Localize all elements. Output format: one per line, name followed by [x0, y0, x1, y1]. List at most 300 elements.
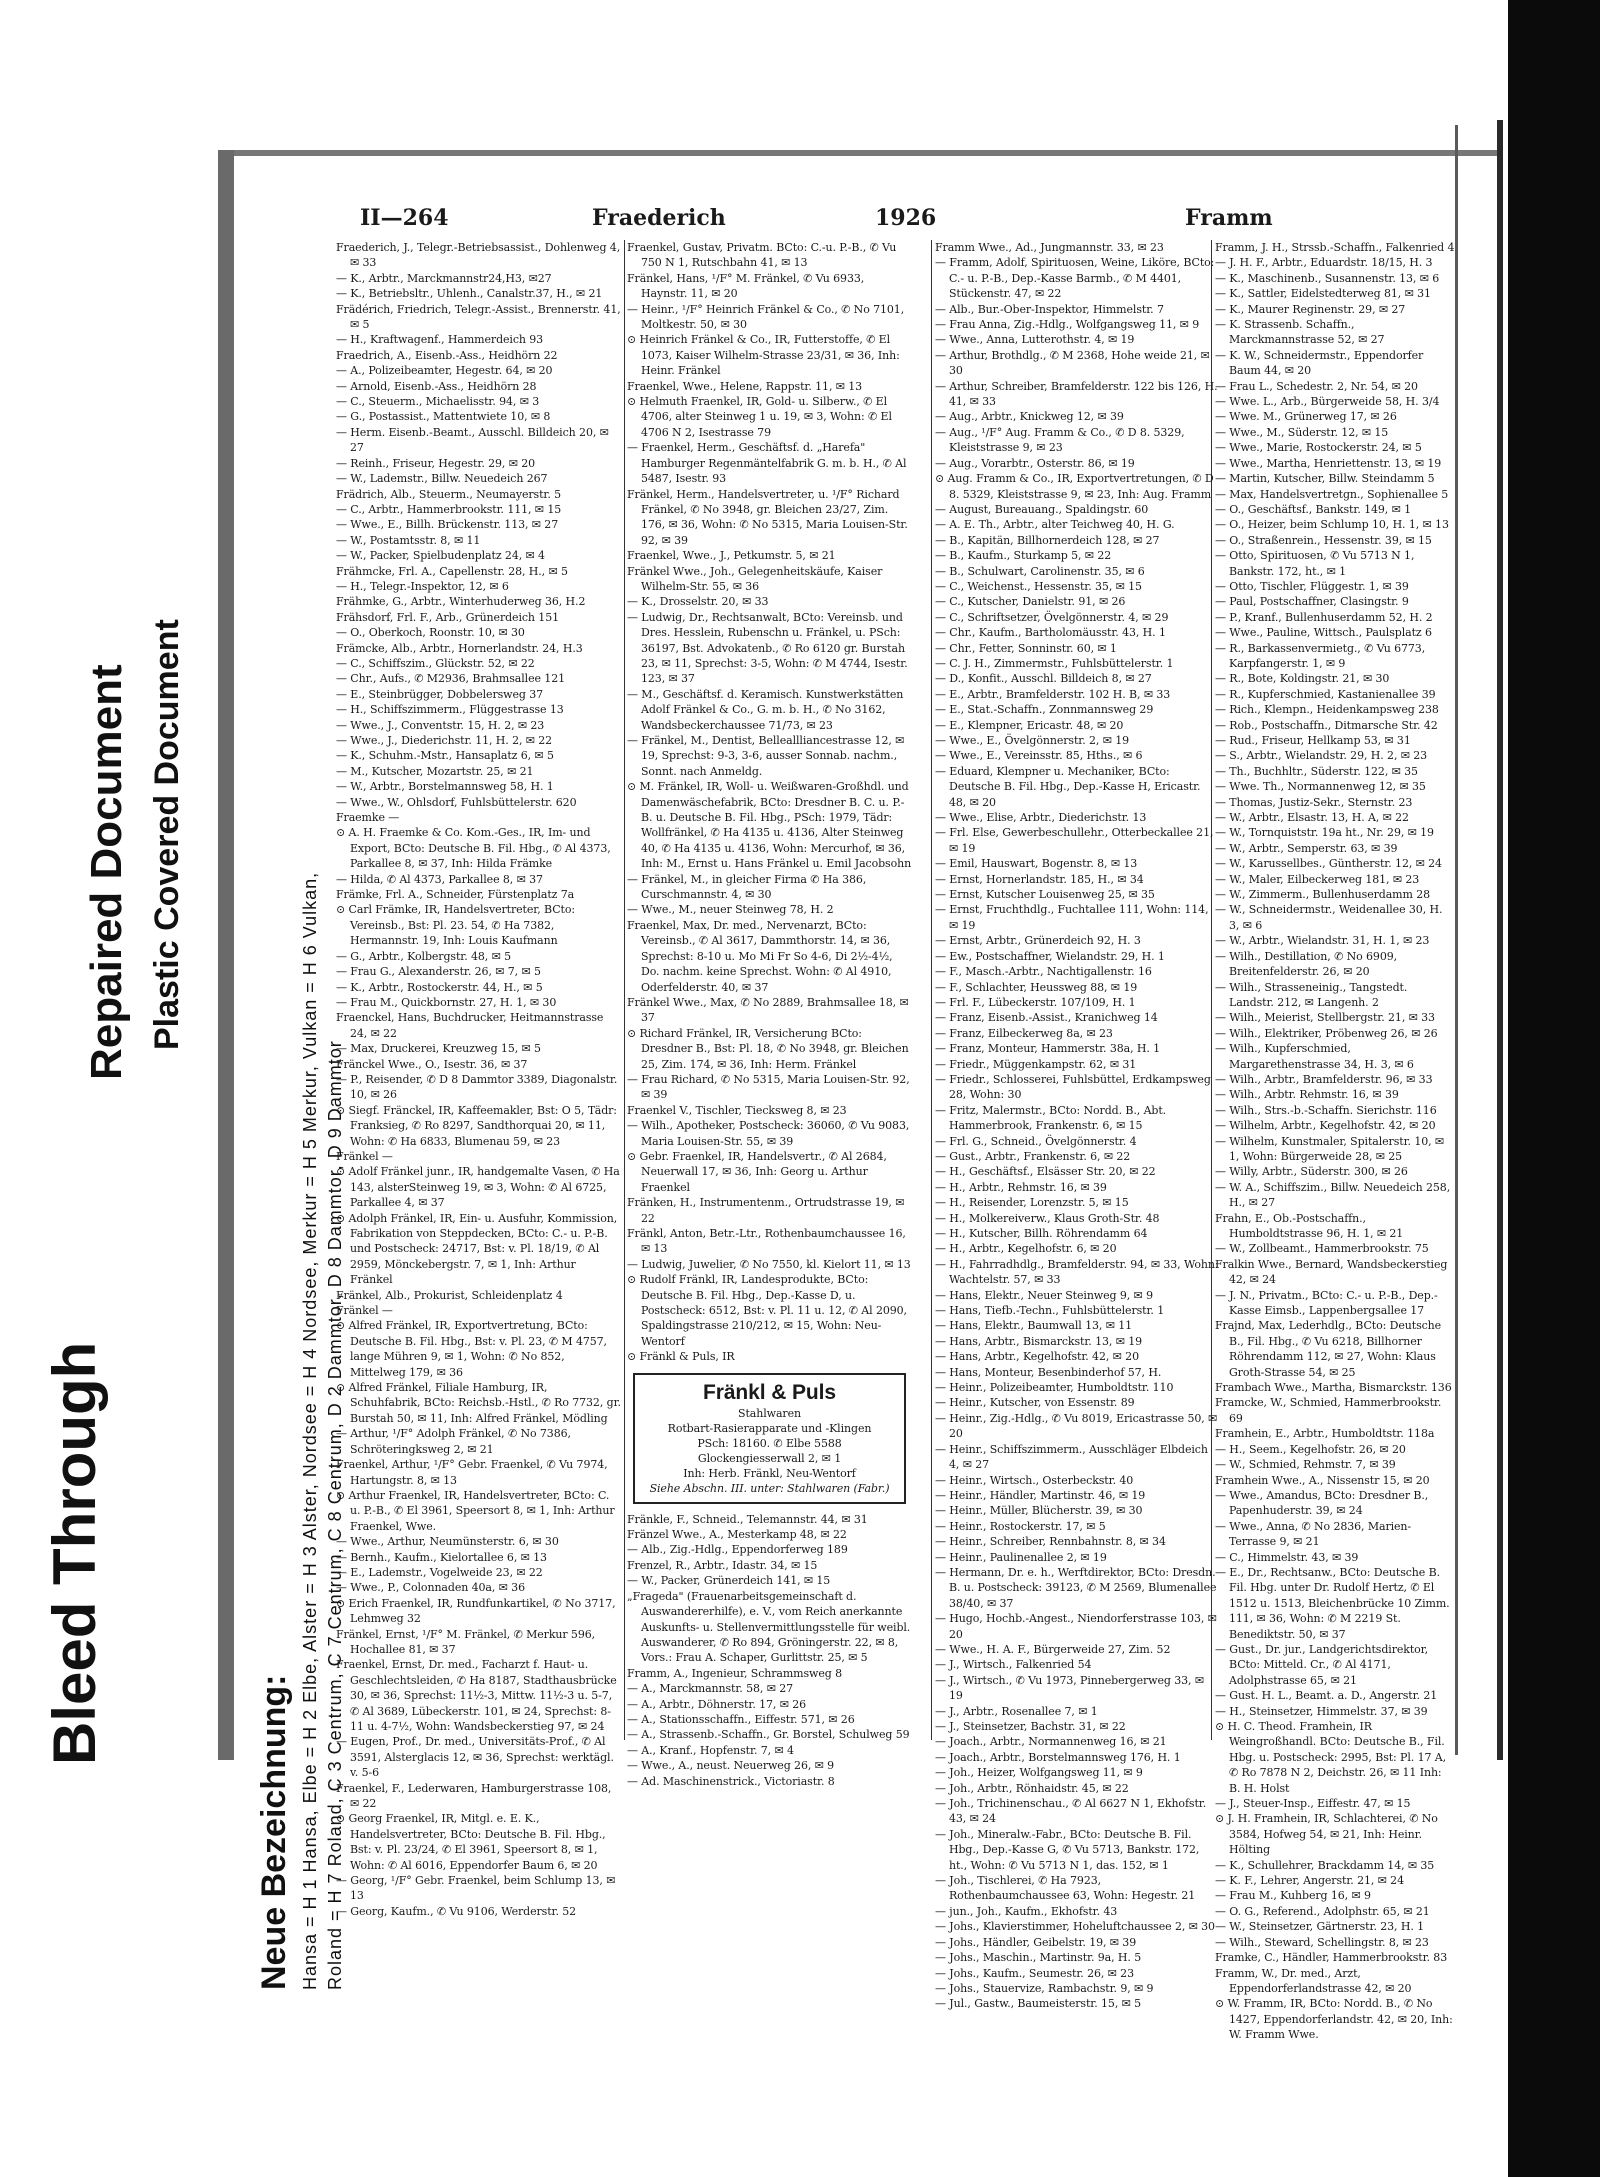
directory-entry: — W., Steinsetzer, Gärtnerstr. 23, H. 1: [1215, 1920, 1425, 1934]
directory-entry: — Otto, Spirituosen, ✆ Vu 5713 N 1, Bankstr. 172, ht., ✉ 1: [1215, 549, 1415, 578]
directory-entry: — Ludwig, Dr., Rechtsanwalt, BCto: Vereinsb. und Dres. Hesslein, Rubenschn u. Fränkel, u. PSch: 36197, Bst. Advokatenb., ✆ Ro 6120 gr. Burstah 23, ✉ 11, Sprechst: 3-5, Wohn: ✆ M 4744, Isestr. 123, ✉ 37: [627, 610, 908, 686]
directory-entry: — Fränkel, M., Dentist, Belleallliancestrasse 12, ✉ 19, Sprechst: 9-3, 3-6, ausser Sonnab. nachm., Sonnt. nach Anmeldg.: [627, 734, 905, 778]
directory-entry: Framhein Wwe., A., Nissenstr 15, ✉ 20: [1215, 1473, 1430, 1487]
directory-entry: — A., Kranf., Hopfenstr. 7, ✉ 4: [627, 1743, 794, 1757]
directory-entry: — H., Steinsetzer, Himmelstr. 37, ✉ 39: [1215, 1704, 1428, 1718]
directory-entry: ⊙ J. H. Framhein, IR, Schlachterei, ✆ No 3584, Hofweg 54, ✉ 21, Inh: Heinr. Hölting: [1215, 1812, 1438, 1857]
directory-entry: — Fränkel, M., in gleicher Firma ✆ Ha 386, Curschmannstr. 4, ✉ 30: [627, 872, 867, 902]
header-first-name: Fraederich: [592, 205, 726, 231]
directory-entry: Fraenkel, Wwe., J., Petkumstr. 5, ✉ 21: [627, 549, 836, 563]
directory-entry: — W., Packer, Grünerdeich 141, ✉ 15: [627, 1574, 831, 1588]
directory-entry: — Herm. Eisenb.-Beamt., Ausschl. Billdeich 20, ✉ 27: [336, 425, 609, 455]
directory-entry: ⊙ Gebr. Fraenkel, IR, Handelsvertr., ✆ Al 2684, Neuerwall 17, ✉ 36, Inh: Georg u. Arthur Fraenkel: [627, 1149, 887, 1194]
directory-entry: — Wwe., J., Conventstr. 15, H. 2, ✉ 23: [336, 718, 545, 732]
directory-entry: — Eduard, Klempner u. Mechaniker, BCto: Deutsche B. Fil. Hbg., Dep.-Kasse H, Ericastr. 48, ✉ 20: [935, 764, 1201, 809]
directory-entry: Frähmke, G., Arbtr., Winterhuderweg 36, H.2: [336, 595, 586, 609]
directory-entry: — Ludwig, Juwelier, ✆ No 7550, kl. Kielort 11, ✉ 13: [627, 1257, 911, 1271]
directory-entry: ⊙ Heinrich Fränkel & Co., IR, Futterstoffe, ✆ El 1073, Kaiser Wilhelm-Strasse 23/31, ✉ 36, Inh: Heinr. Fränkel: [627, 333, 900, 378]
directory-entry: — Heinr., Schiffszimmerm., Ausschläger Elbdeich 4, ✉ 27: [935, 1442, 1208, 1472]
directory-entry: — Hans, Monteur, Besenbinderhof 57, H.: [935, 1365, 1162, 1379]
header-last-name: Framm: [1185, 205, 1273, 231]
directory-entry: — O., Oberkoch, Roonstr. 10, ✉ 30: [336, 626, 525, 640]
directory-column-4: [1215, 240, 1455, 2042]
directory-entry: — E., Stat.-Schaffn., Zonnmannsweg 29: [935, 703, 1154, 717]
column-rule: [624, 240, 625, 1740]
directory-entry: Fraederich, J., Telegr.-Betriebsassist., Dohlenweg 4, ✉ 33: [336, 241, 621, 270]
directory-entry: — Reinh., Friseur, Hegestr. 29, ✉ 20: [336, 456, 536, 470]
directory-entry: — Johs., Kaufm., Seumestr. 26, ✉ 23: [935, 1966, 1134, 1980]
directory-entry: — C., Weichenst., Hessenstr. 35, ✉ 15: [935, 579, 1142, 593]
directory-entry: — Wwe., E., Övelgönnerstr. 2, ✉ 19: [935, 734, 1130, 747]
directory-entry: — R., Bote, Koldingstr. 21, ✉ 30: [1215, 672, 1390, 686]
directory-entry: — Johs., Maschin., Martinstr. 9a, H. 5: [935, 1951, 1142, 1965]
directory-entry: — Ernst, Kutscher Louisenweg 25, ✉ 35: [935, 888, 1155, 902]
directory-entry: Fraenkel, Ernst, Dr. med., Facharzt f. Haut- u. Geschlechtsleiden, ✆ Ha 8187, Stadthausbrücke 30, ✉ 36, Sprechst: 11½-3, Mittw. 11½-3 u. 5-7, ✆ Al 3689, Lübeckerstr. 101, ✉ 24, Sprechst: 8-11 u. 4-7½, Wohn: Wandsbeckerstieg 97, ✉ 24: [336, 1658, 617, 1733]
directory-entry: — jun., Joh., Kaufm., Ekhofstr. 43: [935, 1904, 1118, 1918]
directory-entry: Framm, W., Dr. med., Arzt, Eppendorferlandstrasse 42, ✉ 20: [1215, 1966, 1412, 1995]
directory-entry: — G., Postassist., Mattentwiete 10, ✉ 8: [336, 410, 551, 424]
directory-entry: — P., Kranf., Bullenhuserdamm 52, H. 2: [1215, 610, 1433, 624]
directory-entry: — Johs., Stauervize, Rambachstr. 9, ✉ 9: [935, 1981, 1154, 1995]
directory-entry: — Joh., Mineralw.-Fabr., BCto: Deutsche B. Fil. Hbg., Dep.-Kasse G, ✆ Vu 5713, Bankstr. 172, ht., Wohn: ✆ Vu 5713 N 1, das. 152, ✉ 1: [935, 1827, 1200, 1872]
directory-entry: Framm, J. H., Strssb.-Schaffn., Falkenried 4: [1215, 241, 1455, 254]
directory-entry: — Ew., Postschaffner, Wielandstr. 29, H. 1: [935, 949, 1165, 963]
directory-column-3: [935, 240, 1220, 2011]
directory-entry: — Hilda, ✆ Al 4373, Parkallee 8, ✉ 37: [336, 872, 543, 886]
directory-entry: — Hugo, Hochb.-Angest., Niendorferstrasse 103, ✉ 20: [935, 1612, 1217, 1641]
directory-entry: — Gust., Arbtr., Frankenstr. 6, ✉ 22: [935, 1149, 1131, 1163]
directory-entry: — H., Kraftwagenf., Hammerdeich 93: [336, 333, 544, 347]
directory-entry: Framcke, W., Schmied, Hammerbrookstr. 69: [1215, 1396, 1442, 1425]
directory-entry: — O. G., Referend., Adolphstr. 65, ✉ 21: [1215, 1904, 1430, 1918]
directory-entry: — Frl. F., Lübeckerstr. 107/109, H. 1: [935, 995, 1136, 1009]
advertisement-line: PSch: 18160. ✆ Elbe 5588: [697, 1436, 842, 1450]
directory-entry: — Heinr., Händler, Martinstr. 46, ✉ 19: [935, 1488, 1146, 1502]
directory-entry: Främcke, Alb., Arbtr., Hornerlandstr. 24, H.3: [336, 641, 583, 655]
page-number: II—264: [360, 205, 449, 231]
directory-entry: — K., Betriebsltr., Uhlenh., Canalstr.37, H., ✉ 21: [336, 287, 603, 301]
directory-entry: — Wwe. L., Arb., Bürgerweide 58, H. 3/4: [1215, 395, 1440, 409]
directory-entry: — Th., Buchhltr., Süderstr. 122, ✉ 35: [1215, 764, 1418, 778]
directory-column-2: [627, 240, 912, 1788]
directory-entry: — K. W., Schneidermstr., Eppendorfer Baum 44, ✉ 20: [1215, 348, 1424, 378]
directory-entry: — Paul, Postschaffner, Clasingstr. 9: [1215, 595, 1409, 609]
page-edge-top: [230, 150, 1500, 156]
directory-entry: — H., Arbtr., Kegelhofstr. 6, ✉ 20: [935, 1242, 1117, 1256]
directory-entry: — K., Arbtr., Rostockerstr. 44, H., ✉ 5: [336, 980, 543, 994]
directory-entry: — E., Steinbrügger, Dobbelersweg 37: [336, 687, 544, 701]
stamp-bleed-through: Bleed Through: [41, 1341, 108, 1765]
directory-entry: ⊙ Richard Fränkel, IR, Versicherung BCto: Dresdner B., Bst: Pl. 18, ✆ No 3948, gr. Bleichen 25, Zim. 174, ✉ 36, Inh: Herm. Fränkel: [627, 1026, 909, 1071]
directory-entry: — Ad. Maschinenstrick., Victoriastr. 8: [627, 1774, 835, 1788]
directory-entry: — A., Strassenb.-Schaffn., Gr. Borstel, Schulweg 59: [627, 1728, 910, 1742]
directory-entry: — Georg, ¹/F° Gebr. Fraenkel, beim Schlump 13, ✉ 13: [336, 1874, 616, 1903]
directory-entry: „Frageda" (Frauenarbeitsgemeinschaft d. Auswandererhilfe), e. V., vom Reich anerkannte Auskunfts- u. Stellenvermittlungsstelle für weibl. Auswanderer, ✆ Ro 894, Gröningerstr. 22, ✉ 8, Vors.: Frau A. Schaper, Gurlittstr. 25, ✉ 5: [627, 1589, 911, 1665]
directory-entry: — Emil, Hauswart, Bogenstr. 8, ✉ 13: [935, 857, 1138, 871]
directory-entry: — Chr., Aufs., ✆ M2936, Brahmsallee 121: [336, 672, 566, 686]
directory-entry: — Fraenkel, Herm., Geschäftsf. d. „Harefa" Hamburger Regenmäntelfabrik G. m. b. H., ✆ Al 5487, Isestr. 93: [627, 441, 907, 486]
directory-entry: — Heinr., Rostockerstr. 17, ✉ 5: [935, 1519, 1106, 1533]
advertisement-line: Glockengiesserwall 2, ✉ 1: [697, 1451, 842, 1465]
directory-entry: ⊙ Erich Fraenkel, IR, Rundfunkartikel, ✆ No 3717, Lehmweg 32: [336, 1596, 616, 1626]
directory-entry: Fraemke —: [336, 811, 400, 825]
directory-entry: — Joach., Arbtr., Normannenweg 16, ✉ 21: [935, 1735, 1167, 1749]
header-year: 1926: [875, 205, 937, 231]
directory-entry: Fraedrich, A., Eisenb.-Ass., Heidhörn 22: [336, 348, 558, 362]
directory-entry: — F., Schlachter, Heussweg 88, ✉ 19: [935, 980, 1138, 994]
directory-entry: — Rich., Klempn., Heidenkampsweg 238: [1215, 703, 1439, 717]
directory-entry: — O., Heizer, beim Schlump 10, H. 1, ✉ 13: [1215, 518, 1449, 532]
directory-entry: Frähsdorf, Frl. F., Arb., Grünerdeich 151: [336, 610, 560, 624]
advertisement-title: Fränkl & Puls: [703, 1380, 836, 1404]
directory-entry: Fränzel Wwe., A., Mesterkamp 48, ✉ 22: [627, 1528, 847, 1542]
directory-entry: ⊙ A. H. Fraemke & Co. Kom.-Ges., IR, Im- und Export, BCto: Deutsche B. Fil. Hbg., ✆ Al 4373, Parkallee 8, ✉ 37, Inh: Hilda Främke: [336, 826, 611, 871]
column-rule: [931, 240, 932, 1740]
directory-entry: — H., Reisender, Lorenzstr. 5, ✉ 15: [935, 1196, 1129, 1210]
directory-entry: ⊙ Alfred Fränkel, IR, Exportvertretung, BCto: Deutsche B. Fil. Hbg., Bst: v. Pl. 23, ✆ M 4757, lange Mühren 9, ✉ 1, Wohn: ✆ No 852, Mittelweg 179, ✉ 36: [336, 1319, 607, 1379]
directory-column-1: [336, 240, 621, 1918]
directory-entry: — Max, Handelsvertretgn., Sophienallee 5: [1215, 487, 1449, 501]
directory-entry: — C., Steuerm., Michaelisstr. 94, ✉ 3: [336, 395, 540, 409]
directory-entry: — W., Arbtr., Elsastr. 13, H. A, ✉ 22: [1215, 811, 1409, 825]
directory-entry: Fränkle, F., Schneid., Telemannstr. 44, ✉ 31: [627, 1512, 868, 1526]
directory-entry: Fränkel —: [336, 1304, 393, 1318]
directory-entry: Fränkel, Herm., Handelsvertreter, u. ¹/F° Richard Fränkel, ✆ No 3948, gr. Bleichen 23/27, Zim. 176, ✉ 36, Wohn: ✆ No 5315, Maria Louisen-Str. 92, ✉ 39: [627, 487, 908, 547]
directory-entry: — Wwe., J., Diederichstr. 11, H. 2, ✉ 22: [336, 734, 553, 747]
advertisement-box: [633, 1373, 906, 1504]
directory-entry: — K. F., Lehrer, Angerstr. 21, ✉ 24: [1215, 1874, 1404, 1888]
directory-entry: — Frau L., Schedestr. 2, Nr. 54, ✉ 20: [1215, 379, 1418, 393]
directory-entry: — H., Schiffszimmerm., Flüggestrasse 13: [336, 703, 564, 717]
directory-entry: Fränkel, Alb., Prokurist, Schleidenplatz 4: [336, 1288, 563, 1302]
directory-entry: ⊙ Helmuth Fraenkel, IR, Gold- u. Silberw., ✆ El 4706, alter Steinweg 1 u. 19, ✉ 3, Wohn: ✆ El 4706 N 2, Isestrasse 79: [627, 395, 892, 439]
directory-entry: — Wilh., Destillation, ✆ No 6909, Breitenfelderstr. 26, ✉ 20: [1215, 949, 1398, 979]
directory-entry: — Joh., Trichinenschau., ✆ Al 6627 N 1, Ekhofstr. 43, ✉ 24: [935, 1797, 1207, 1826]
directory-entry: — Johs., Klavierstimmer, Hoheluftchaussee 2, ✉ 30: [935, 1920, 1215, 1934]
stamp-legend-line-2: Roland = H 7 Roland, C 3 Centrum, C 7 Centrum, C 8 Centrum, D 2 Dammtor, D 8 Dammtor, D 9 Dammtor: [325, 1040, 345, 1990]
directory-entry: — F., Masch.-Arbtr., Nachtigallenstr. 16: [935, 965, 1152, 979]
directory-entry: — W., Arbtr., Wielandstr. 31, H. 1, ✉ 23: [1215, 934, 1430, 948]
directory-entry: — W. A., Schiffszim., Billw. Neuedeich 258, H., ✉ 27: [1215, 1180, 1451, 1210]
directory-entry: — Jul., Gastw., Baumeisterstr. 15, ✉ 5: [935, 1997, 1142, 2011]
directory-entry: Frajnd, Max, Lederhdlg., BCto: Deutsche B., Fil. Hbg., ✆ Vu 6218, Billhorner Röhrendamm 112, ✉ 27, Wohn: Klaus Groth-Strasse 54, ✉ 25: [1215, 1319, 1442, 1379]
directory-entry: — Thomas, Justiz-Sekr., Sternstr. 23: [1215, 795, 1413, 809]
directory-entry: — Hans, Elektr., Baumwall 13, ✉ 11: [935, 1319, 1133, 1333]
directory-entry: — Wwe., W., Ohlsdorf, Fuhlsbüttelerstr. 620: [336, 795, 577, 809]
directory-entry: Fraenkel, Arthur, ¹/F° Gebr. Fraenkel, ✆ Vu 7974, Hartungstr. 8, ✉ 13: [336, 1458, 608, 1487]
directory-entry: — H., Geschäftsf., Elsässer Str. 20, ✉ 22: [935, 1165, 1156, 1179]
directory-entry: Fraenkel, Max, Dr. med., Nervenarzt, BCto: Vereinsb., ✆ Al 3617, Dammthorstr. 14, ✉ 36, Sprechst: 8-10 u. Mo Mi Fr So 4-6, Di 2½-4½, Do. nachm. keine Sprechst. Wohn: ✆ Al 4910, Oderfelderstr. 40, ✉ 37: [627, 918, 893, 994]
stamp-plastic-covered: Plastic Covered Document: [148, 619, 186, 1050]
directory-entry: — Wwe. Th., Normannenweg 12, ✉ 35: [1215, 780, 1426, 794]
directory-entry: — Eugen, Prof., Dr. med., Universitäts-Prof., ✆ Al 3591, Alsterglacis 12, ✉ 36, Sprechst: werktägl. v. 5-6: [336, 1735, 614, 1780]
stamp-legend-line-1: Hansa = H 1 Hansa, Elbe = H 2 Elbe, Alster = H 3 Alster, Nordsee = H 4 Nordsee, Merkur = H 5 Merkur, Vulkan = H 6 Vulkan,: [300, 871, 320, 1990]
directory-entry: — A., Stationsschaffn., Eiffestr. 571, ✉ 26: [627, 1712, 855, 1726]
directory-entry: — Joach., Arbtr., Borstelmannsweg 176, H. 1: [935, 1750, 1181, 1764]
directory-entry: — Arnold, Eisenb.-Ass., Heidhörn 28: [336, 379, 537, 393]
directory-entry: — K., Sattler, Eidelstedterweg 81, ✉ 31: [1215, 287, 1431, 301]
directory-entry: Fraenckel, Hans, Buchdrucker, Heitmannstrasse 24, ✉ 22: [336, 1011, 604, 1040]
directory-entry: — Wwe., E., Billh. Brückenstr. 113, ✉ 27: [336, 518, 559, 532]
directory-entry: ⊙ Aug. Framm & Co., IR, Exportvertretungen, ✆ D 8. 5329, Kleiststrasse 9, ✉ 23, Inh: Aug. Framm: [935, 472, 1214, 501]
directory-entry: — E., Lademstr., Vogelweide 23, ✉ 22: [336, 1565, 543, 1579]
directory-entry: — W., Zimmerm., Bullenhuserdamm 28: [1215, 888, 1431, 902]
directory-entry: ⊙ Alfred Fränkel, Filiale Hamburg, IR, Schuhfabrik, BCto: Reichsb.-Hstl., ✆ Ro 7732, gr. Burstah 50, ✉ 11, Inh: Alfred Fränkel, Mödling: [336, 1381, 621, 1425]
directory-entry: — E., Dr., Rechtsanw., BCto: Deutsche B. Fil. Hbg. unter Dr. Rudolf Hertz, ✆ El 1512 u. 1513, Bleichenbrücke 10 Zimm. 111, ✉ 36, Wohn: ✆ M 2219 St. Benediktstr. 50, ✉ 37: [1215, 1565, 1450, 1641]
directory-entry: — W., Karussellbes., Güntherstr. 12, ✉ 24: [1215, 857, 1442, 871]
directory-entry: — H., Arbtr., Rehmstr. 16, ✉ 39: [935, 1180, 1107, 1194]
directory-entry: — Wilh., Meierist, Stellbergstr. 21, ✉ 33: [1215, 1011, 1435, 1025]
directory-entry: — M., Kutscher, Mozartstr. 25, ✉ 21: [336, 764, 534, 778]
directory-entry: — Joh., Arbtr., Rönhaidstr. 45, ✉ 22: [935, 1781, 1129, 1795]
directory-entry: — O., Straßenrein., Hessenstr. 39, ✉ 15: [1215, 533, 1432, 547]
directory-entry: Fränckel Wwe., O., Isestr. 36, ✉ 37: [336, 1057, 528, 1071]
directory-entry: — Hans, Elektr., Neuer Steinweg 9, ✉ 9: [935, 1288, 1153, 1302]
directory-entry: — Framm, Adolf, Spirituosen, Weine, Liköre, BCto: C.- u. P.-B., Dep.-Kasse Barmb., ✆ M 4401, Stückenstr. 47, ✉ 22: [935, 256, 1215, 301]
directory-entry: — Arthur, Schreiber, Bramfelderstr. 122 bis 126, H. 41, ✉ 33: [935, 379, 1218, 409]
directory-entry: — K., Drosselstr. 20, ✉ 33: [627, 595, 769, 609]
directory-entry: — Fritz, Malermstr., BCto: Nordd. B., Abt. Hammerbrook, Frankenstr. 6, ✉ 15: [935, 1103, 1167, 1133]
directory-entry: — Heinr., Kutscher, von Essenstr. 89: [935, 1396, 1135, 1410]
directory-entry: — H., Molkereiverw., Klaus Groth-Str. 48: [935, 1211, 1160, 1225]
directory-entry: — Aug., Arbtr., Knickweg 12, ✉ 39: [935, 410, 1124, 424]
directory-entry: Fralkin Wwe., Bernard, Wandsbeckerstieg 42, ✉ 24: [1215, 1257, 1448, 1287]
directory-entry: — Wwe., Elise, Arbtr., Diederichstr. 13: [935, 811, 1147, 825]
directory-entry: — Rud., Friseur, Hellkamp 53, ✉ 31: [1215, 734, 1411, 747]
directory-entry: — O., Geschäftsf., Bankstr. 149, ✉ 1: [1215, 502, 1412, 516]
directory-entry: — Hans, Arbtr., Kegelhofstr. 42, ✉ 20: [935, 1350, 1139, 1364]
directory-entry: — M., Geschäftsf. d. Keramisch. Kunstwerkstätten Adolf Fränkel & Co., G. m. b. H., ✆ No 3162, Wandsbeckerchaussee 71/73, ✉ 23: [627, 687, 904, 732]
directory-entry: — Martin, Kutscher, Billw. Steindamm 5: [1215, 472, 1435, 486]
directory-entry: — Heinr., Polizeibeamter, Humboldtstr. 110: [935, 1381, 1174, 1395]
page-edge-right: [1497, 120, 1503, 1760]
directory-entry: — Wilh., Strasseneinig., Tangstedt. Landstr. 212, ✉ Langenh. 2: [1215, 980, 1408, 1009]
scan-top-margin: [0, 0, 1600, 120]
directory-entry: — B., Kapitän, Billhornerdeich 128, ✉ 27: [935, 533, 1160, 547]
directory-entry: ⊙ Siegf. Fränckel, IR, Kaffeemakler, Bst: O 5, Tädr: Franksieg, ✆ Ro 8297, Sandthorquai 20, ✉ 11, Wohn: ✆ Ha 6833, Blumenau 59, ✉ 23: [336, 1103, 617, 1148]
directory-entry: — Wwe., Martha, Henriettenstr. 13, ✉ 19: [1215, 456, 1442, 470]
directory-entry: — Heinr., Zig.-Hdlg., ✆ Vu 8019, Ericastrasse 50, ✉ 20: [935, 1411, 1218, 1441]
directory-entry: — A., Marckmannstr. 58, ✉ 27: [627, 1682, 794, 1696]
directory-entry: Frenzel, R., Arbtr., Idastr. 34, ✉ 15: [627, 1558, 818, 1572]
directory-entry: — C., Kutscher, Danielstr. 91, ✉ 26: [935, 595, 1126, 609]
directory-entry: — K., Schuhm.-Mstr., Hansaplatz 6, ✉ 5: [336, 749, 554, 763]
directory-entry: — Frau M., Kuhberg 16, ✉ 9: [1215, 1889, 1371, 1903]
directory-entry: ⊙ Adolph Fränkel, IR, Ein- u. Ausfuhr, Kommission, Fabrikation von Steppdecken, BCto: C.- u. P.-B. und Postscheck: 24717, Bst: v. Pl. 18/19, ✆ Al 2959, Mönckebergstr. 7, ✉ 1, Inh: Arthur Fränkel: [336, 1211, 618, 1287]
directory-entry: — W., Arbtr., Semperstr. 63, ✉ 39: [1215, 841, 1398, 855]
directory-entry: — W., Tornquiststr. 19a ht., Nr. 29, ✉ 19: [1215, 826, 1434, 840]
directory-entry: — Heinr., Müller, Blücherstr. 39, ✉ 30: [935, 1504, 1143, 1518]
directory-entry: — Wilh., Kupferschmied, Margarethenstrasse 34, H. 3, ✉ 6: [1215, 1042, 1414, 1071]
directory-entry: Frähmcke, Frl. A., Capellenstr. 28, H., ✉ 5: [336, 564, 568, 578]
directory-entry: — Heinr., Paulinenallee 2, ✉ 19: [935, 1550, 1107, 1564]
directory-entry: — Hermann, Dr. e. h., Werftdirektor, BCto: Dresdn. B. u. Postscheck: 39123, ✆ M 2569, Blumenallee 38/40, ✉ 37: [935, 1565, 1217, 1610]
directory-entry: — Friedr., Müggenkampstr. 62, ✉ 31: [935, 1057, 1137, 1071]
directory-entry: Fränkel, Ernst, ¹/F° M. Fränkel, ✆ Merkur 596, Hochallee 81, ✉ 37: [336, 1627, 596, 1656]
directory-entry: — Gust., Dr. jur., Landgerichtsdirektor, BCto: Mitteld. Cr., ✆ Al 4171, Adolphstrasse 65, ✉ 21: [1215, 1642, 1429, 1687]
advertisement-line: Rotbart-Rasierapparate und -Klingen: [667, 1421, 872, 1435]
directory-entry: — J. N., Privatm., BCto: C.- u. P.-B., Dep.-Kasse Eimsb., Lappenbergsallee 17: [1215, 1288, 1438, 1318]
directory-entry: — Joh., Tischlerei, ✆ Ha 7923, Rothenbaumchaussee 63, Wohn: Hegestr. 21: [935, 1874, 1196, 1903]
directory-entry: — Wilhelm, Arbtr., Kegelhofstr. 42, ✉ 20: [1215, 1119, 1436, 1133]
directory-entry: — H., Telegr.-Inspektor, 12, ✉ 6: [336, 579, 509, 593]
directory-entry: — Wilh., Elektriker, Pröbenweg 26, ✉ 26: [1215, 1026, 1438, 1040]
directory-entry: — Arthur, ¹/F° Adolph Fränkel, ✆ No 7386, Schröteringksweg 2, ✉ 21: [336, 1427, 571, 1456]
directory-entry: — G., Arbtr., Kolbergstr. 48, ✉ 5: [336, 949, 512, 963]
directory-entry: — C. J. H., Zimmermstr., Fuhlsbüttelerstr. 1: [935, 656, 1174, 670]
directory-entry: — Arthur, Brothdlg., ✆ M 2368, Hohe weide 21, ✉ 30: [935, 348, 1210, 378]
directory-entry: — Heinr., ¹/F° Heinrich Fränkel & Co., ✆ No 7101, Moltkestr. 50, ✉ 30: [627, 302, 905, 332]
directory-entry: Fränkel —: [336, 1149, 393, 1163]
directory-entry: — W., Schneidermstr., Weidenallee 30, H. 3, ✉ 6: [1215, 903, 1443, 932]
directory-entry: — J., Wirtsch., ✆ Vu 1973, Pinnebergerweg 33, ✉ 19: [935, 1673, 1204, 1703]
directory-entry: — Frl. Else, Gewerbeschullehr., Otterbeckallee 21, ✉ 19: [935, 826, 1214, 855]
directory-entry: — J., Wirtsch., Falkenried 54: [935, 1658, 1092, 1672]
directory-entry: ⊙ Georg Fraenkel, IR, Mitgl. e. E. K., Handelsvertreter, BCto: Deutsche B. Fil. Hbg., Bst: v. Pl. 23/24, ✆ El 3961, Speersort 8, ✉ 1, Wohn: ✆ Al 6016, Eppendorfer Baum 6, ✉ 20: [336, 1812, 606, 1872]
directory-entry: — Heinr., Wirtsch., Osterbeckstr. 40: [935, 1473, 1134, 1487]
directory-entry: — Wwe. M., Grünerweg 17, ✉ 26: [1215, 410, 1397, 424]
directory-entry: — Franz, Monteur, Hammerstr. 38a, H. 1: [935, 1042, 1161, 1056]
directory-entry: — K., Maschinenb., Susannenstr. 13, ✉ 6: [1215, 271, 1440, 285]
directory-entry: — B., Kaufm., Sturkamp 5, ✉ 22: [935, 549, 1112, 563]
directory-entry: — S., Arbtr., Wielandstr. 29, H. 2, ✉ 23: [1215, 749, 1428, 763]
directory-entry: — J., Steinsetzer, Bachstr. 31, ✉ 22: [935, 1720, 1126, 1733]
directory-entry: — K., Schullehrer, Brackdamm 14, ✉ 35: [1215, 1858, 1435, 1872]
directory-entry: — Joh., Heizer, Wolfgangsweg 11, ✉ 9: [935, 1766, 1143, 1780]
directory-entry: — K., Maurer Reginenstr. 29, ✉ 27: [1215, 302, 1406, 316]
directory-entry: — Friedr., Schlosserei, Fuhlsbüttel, Erdkampsweg 28, Wohn: 30: [935, 1072, 1211, 1102]
directory-entry: — W., Maler, Eilbeckerweg 181, ✉ 23: [1215, 872, 1420, 886]
directory-entry: — Frau G., Alexanderstr. 26, ✉ 7, ✉ 5: [336, 965, 541, 979]
advertisement-line: Siehe Abschn. III. unter: Stahlwaren (Fabr.): [649, 1481, 890, 1495]
directory-entry: ⊙ Fränkl & Puls, IR: [627, 1350, 735, 1364]
page-header: [360, 205, 1440, 235]
directory-entry: — A., Polizeibeamter, Hegestr. 64, ✉ 20: [336, 364, 553, 378]
directory-entry: — R., Kupferschmied, Kastanienallee 39: [1215, 687, 1436, 701]
directory-entry: Fränkel Wwe., Joh., Gelegenheitskäufe, Kaiser Wilhelm-Str. 55, ✉ 36: [627, 564, 883, 593]
directory-entry: — D., Konfit., Ausschl. Billdeich 8, ✉ 27: [935, 672, 1152, 686]
stamp-repaired-document: Repaired Document: [82, 664, 131, 1080]
directory-entry: Frambach Wwe., Martha, Bismarckstr. 136: [1215, 1381, 1452, 1395]
directory-entry: — Wilh., Steward, Schellingstr. 8, ✉ 23: [1215, 1935, 1429, 1949]
directory-entry: — Max, Druckerei, Kreuzweg 15, ✉ 5: [336, 1042, 541, 1056]
directory-entry: — Wilh., Apotheker, Postscheck: 36060, ✆ Vu 9083, Maria Louisen-Str. 55, ✉ 39: [627, 1119, 910, 1148]
directory-entry: — W., Packer, Spielbudenplatz 24, ✉ 4: [336, 549, 545, 563]
directory-entry: — K., Arbtr., Marckmannstr24,H3, ✉27: [336, 271, 552, 285]
directory-entry: — H., Kutscher, Billh. Röhrendamm 64: [935, 1227, 1148, 1240]
directory-entry: — Chr., Kaufm., Bartholomäusstr. 43, H. 1: [935, 626, 1166, 640]
directory-entry: — C., Schiffszim., Glückstr. 52, ✉ 22: [336, 656, 535, 670]
directory-entry: Fraenkel, Wwe., Helene, Rappstr. 11, ✉ 13: [627, 379, 863, 393]
directory-entry: — H., Seem., Kegelhofstr. 26, ✉ 20: [1215, 1442, 1406, 1456]
directory-entry: — Alb., Bur.-Ober-Inspektor, Himmelstr. 7: [935, 302, 1164, 316]
directory-entry: — Johs., Händler, Geibelstr. 19, ✉ 39: [935, 1935, 1137, 1949]
advertisement-line: Inh: Herb. Fränkl, Neu-Wentorf: [683, 1466, 856, 1480]
directory-entry: Fraenkel, Gustav, Privatm. BCto: C.-u. P.-B., ✆ Vu 750 N 1, Rutschbahn 41, ✉ 13: [627, 241, 897, 270]
directory-entry: Främke, Frl. A., Schneider, Fürstenplatz 7a: [336, 888, 575, 902]
directory-entry: ⊙ Arthur Fraenkel, IR, Handelsvertreter, BCto: C. u. P.-B., ✆ El 3961, Speersort 8, ✉ 1, Inh: Arthur Fraenkel, Wwe.: [336, 1488, 615, 1533]
directory-entry: — Wwe., P., Colonnaden 40a, ✉ 36: [336, 1581, 525, 1595]
directory-entry: — Ernst, Hornerlandstr. 185, H., ✉ 34: [935, 872, 1144, 886]
directory-entry: — Frau M., Quickbornstr. 27, H. 1, ✉ 30: [336, 995, 557, 1009]
directory-entry: — J. H. F., Arbtr., Eduardstr. 18/15, H. 3: [1215, 256, 1433, 270]
directory-entry: Fränken, H., Instrumentenm., Ortrudstrasse 19, ✉ 22: [627, 1196, 905, 1225]
directory-entry: Framke, C., Händler, Hammerbrookstr. 83: [1215, 1951, 1448, 1965]
directory-entry: — Wwe., A., neust. Neuerweg 26, ✉ 9: [627, 1759, 835, 1773]
directory-entry: — W., Schmied, Rehmstr. 7, ✉ 39: [1215, 1458, 1396, 1472]
stamp-neue-bezeichnung: Neue Bezeichnung:: [255, 1674, 293, 1990]
directory-entry: Frädrich, Alb., Steuerm., Neumayerstr. 5: [336, 487, 562, 501]
directory-entry: — Wwe., Amandus, BCto: Dresdner B., Papenhuderstr. 39, ✉ 24: [1215, 1488, 1429, 1518]
directory-entry: — W., Zollbeamt., Hammerbrookstr. 75: [1215, 1242, 1429, 1256]
directory-entry: — K. Strassenb. Schaffn., Marckmannstrasse 52, ✉ 27: [1215, 318, 1385, 347]
directory-entry: ⊙ W. Framm, IR, BCto: Nordd. B., ✆ No 1427, Eppendorferlandstr. 42, ✉ 20, Inh: W. Framm Wwe.: [1215, 1997, 1453, 2042]
directory-entry: — Franz, Eisenb.-Assist., Kranichweg 14: [935, 1011, 1158, 1025]
directory-entry: — Wilhelm, Kunstmaler, Spitalerstr. 10, ✉ 1, Wohn: Bürgerweide 28, ✉ 25: [1215, 1134, 1445, 1163]
directory-entry: — Wwe., Pauline, Wittsch., Paulsplatz 6: [1215, 626, 1432, 640]
directory-entry: — Frl. G., Schneid., Övelgönnerstr. 4: [935, 1134, 1137, 1148]
directory-entry: — Alb., Zig.-Hdlg., Eppendorferweg 189: [627, 1543, 848, 1557]
scan-border-right: [1508, 0, 1600, 2177]
directory-entry: ⊙ H. C. Theod. Framhein, IR Weingroßhandl. BCto: Deutsche B., Fil. Hbg. u. Postscheck: 2995, Bst: Pl. 17 A, ✆ Ro 7878 N 2, Deichstr. 26, ✉ 11 Inh: B. H. Holst: [1215, 1720, 1447, 1795]
directory-entry: — A., Arbtr., Döhnerstr. 17, ✉ 26: [627, 1697, 807, 1711]
directory-entry: — W., Postamtsstr. 8, ✉ 11: [336, 533, 481, 547]
directory-entry: — E., Klempner, Ericastr. 48, ✉ 20: [935, 718, 1124, 732]
directory-entry: — Wwe., Anna, ✆ No 2836, Marien-Terrasse 9, ✉ 21: [1215, 1519, 1412, 1549]
directory-entry: — Wilh., Arbtr. Rehmstr. 16, ✉ 39: [1215, 1088, 1399, 1102]
directory-entry: — J., Steuer-Insp., Eiffestr. 47, ✉ 15: [1215, 1797, 1411, 1811]
directory-entry: — Aug., Vorarbtr., Osterstr. 86, ✉ 19: [935, 456, 1135, 470]
directory-entry: — Rob., Postschaffn., Ditmarsche Str. 42: [1215, 718, 1438, 732]
page-edge-left: [218, 150, 234, 1760]
directory-entry: Fraenkel V., Tischler, Tiecksweg 8, ✉ 23: [627, 1103, 847, 1117]
directory-entry: — P., Reisender, ✆ D 8 Dammtor 3389, Diagonalstr. 10, ✉ 26: [336, 1072, 618, 1102]
directory-entry: — Frau Richard, ✆ No 5315, Maria Louisen-Str. 92, ✉ 39: [627, 1072, 910, 1102]
directory-entry: — H., Fahrradhdlg., Bramfelderstr. 94, ✉ 33, Wohn: Wachtelstr. 57, ✉ 33: [935, 1257, 1219, 1287]
directory-entry: — Wwe., E., Vereinsstr. 85, Hths., ✉ 6: [935, 749, 1143, 763]
directory-entry: — Gust. H. L., Beamt. a. D., Angerstr. 21: [1215, 1689, 1438, 1703]
directory-entry: Frahn, E., Ob.-Postschaffn., Humboldtstrasse 96, H. 1, ✉ 21: [1215, 1211, 1404, 1240]
directory-entry: Frädérich, Friedrich, Telegr.-Assist., Brennerstr. 41, ✉ 5: [336, 302, 621, 332]
directory-entry: Fraenkel, F., Lederwaren, Hamburgerstrasse 108, ✉ 22: [336, 1781, 612, 1811]
directory-entry: — B., Schulwart, Carolinenstr. 35, ✉ 6: [935, 564, 1145, 578]
directory-entry: — Frau Anna, Zig.-Hdlg., Wolfgangsweg 11, ✉ 9: [935, 318, 1200, 332]
directory-entry: — Wilh., Strs.-b.-Schaffn. Sierichstr. 116: [1215, 1103, 1437, 1117]
directory-entry: — Hans, Tiefb.-Techn., Fuhlsbüttelerstr. 1: [935, 1304, 1165, 1318]
directory-entry: Framhein, E., Arbtr., Humboldtstr. 118a: [1215, 1427, 1435, 1441]
directory-entry: — Aug., ¹/F° Aug. Framm & Co., ✆ D 8. 5329, Kleiststrasse 9, ✉ 23: [935, 425, 1185, 455]
directory-entry: — Franz, Eilbeckerweg 8a, ✉ 23: [935, 1026, 1113, 1040]
directory-entry: — Wwe., H. A. F., Bürgerweide 27, Zim. 52: [935, 1642, 1171, 1656]
directory-entry: — Willy, Arbtr., Süderstr. 300, ✉ 26: [1215, 1165, 1408, 1179]
directory-entry: — Wwe., M., neuer Steinweg 78, H. 2: [627, 903, 834, 917]
directory-entry: Fränkel Wwe., Max, ✆ No 2889, Brahmsallee 18, ✉ 37: [627, 995, 909, 1025]
directory-entry: Fränkel, Hans, ¹/F° M. Fränkel, ✆ Vu 6933, Haynstr. 11, ✉ 20: [627, 271, 865, 301]
directory-entry: Framm, A., Ingenieur, Schrammsweg 8: [627, 1666, 843, 1680]
directory-entry: — Wwe., Marie, Rostockerstr. 24, ✉ 5: [1215, 441, 1422, 455]
directory-entry: ⊙ Adolf Fränkel junr., IR, handgemalte Vasen, ✆ Ha 143, alsterSteinweg 19, ✉ 3, Wohn: ✆ Al 6725, Parkallee 4, ✉ 37: [336, 1165, 620, 1210]
directory-entry: ⊙ Carl Främke, IR, Handelsvertreter, BCto: Vereinsb., Bst: Pl. 23. 54, ✆ Ha 7382, Hermannstr. 19, Inh: Louis Kaufmann: [336, 903, 575, 948]
directory-entry: — J., Arbtr., Rosenallee 7, ✉ 1: [935, 1704, 1098, 1718]
directory-entry: — W., Lademstr., Billw. Neuedeich 267: [336, 472, 548, 486]
directory-entry: — Heinr., Schreiber, Rennbahnstr. 8, ✉ 34: [935, 1535, 1166, 1549]
advertisement-line: Stahlwaren: [738, 1406, 801, 1420]
directory-entry: Framm Wwe., Ad., Jungmannstr. 33, ✉ 23: [935, 241, 1164, 254]
page-fold-line: [1455, 125, 1458, 1755]
directory-entry: — Ernst, Arbtr., Grünerdeich 92, H. 3: [935, 934, 1141, 948]
directory-entry: — Wwe., M., Süderstr. 12, ✉ 15: [1215, 425, 1389, 439]
directory-entry: — Ernst, Fruchthdlg., Fuchtallee 111, Wohn: 114, ✉ 19: [935, 903, 1209, 932]
